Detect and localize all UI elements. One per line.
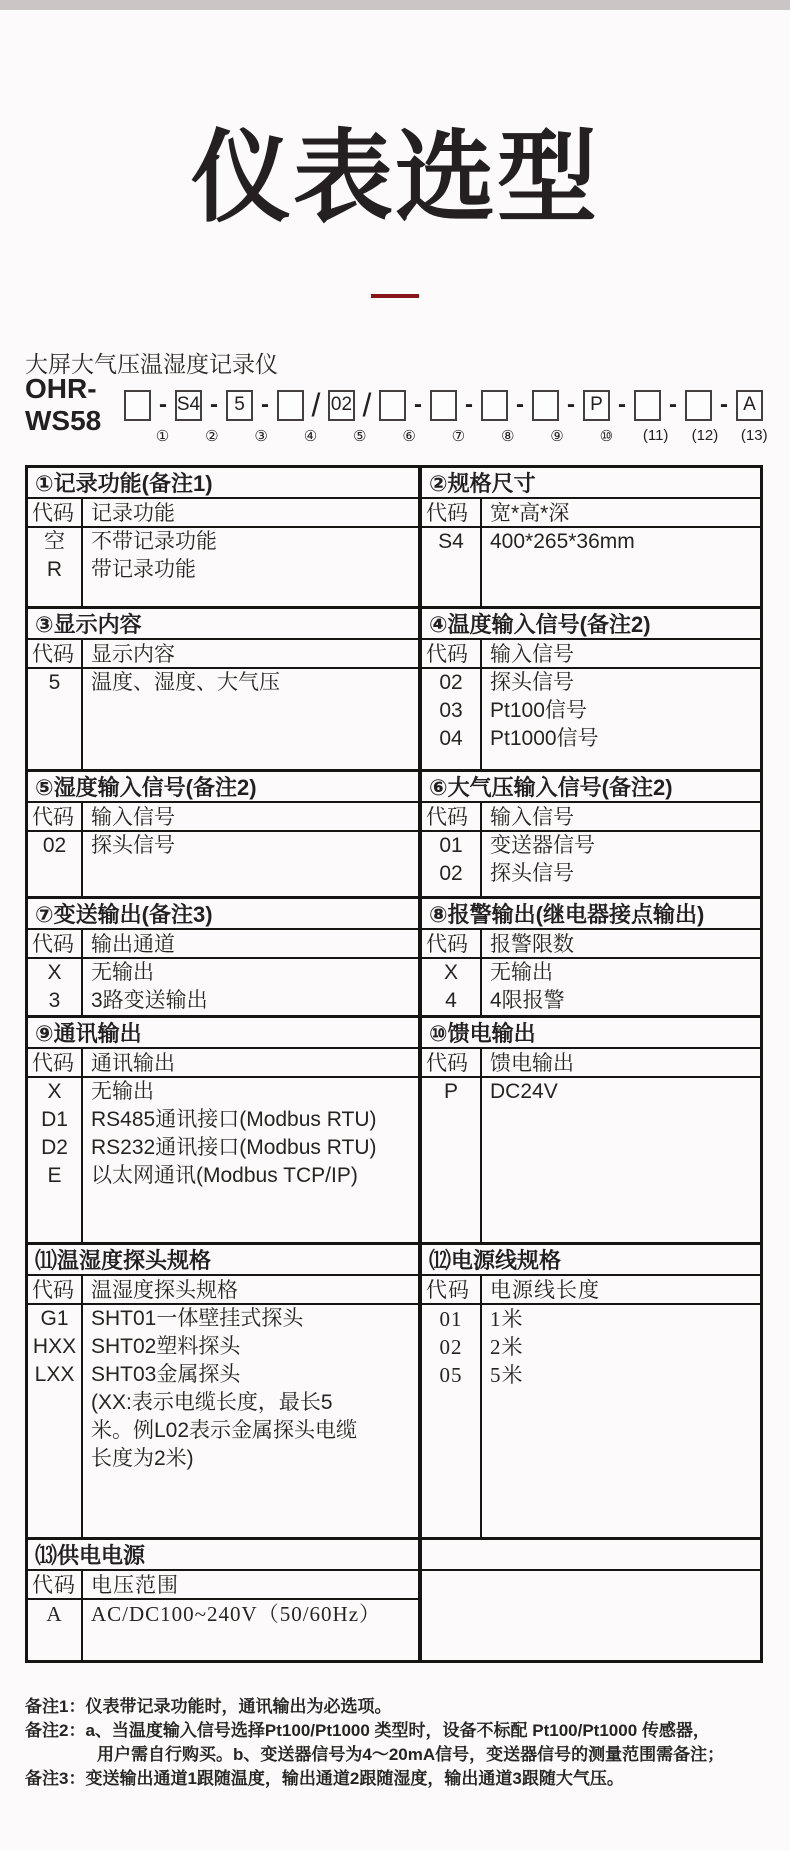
code-column	[28, 528, 83, 606]
section-title: ①记录功能(备注1)	[28, 468, 418, 499]
section-header-row	[28, 1049, 418, 1078]
code-header-cell: 代码	[422, 1049, 482, 1076]
model-code-number: ④	[303, 428, 318, 445]
label-column	[83, 1305, 418, 1537]
code-column	[28, 1078, 83, 1242]
label-cell: 4限报警	[490, 989, 565, 1012]
spec-section	[28, 899, 422, 1015]
section-body	[422, 1078, 760, 1242]
code-header-cell: 代码	[28, 1049, 83, 1076]
code-cell: 3	[48, 989, 61, 1012]
code-cell: X	[47, 961, 62, 984]
section-title: ⑧报警输出(继电器接点输出)	[422, 899, 760, 930]
code-cell: D2	[41, 1136, 68, 1159]
model-code-box	[124, 390, 151, 421]
model-code-number-cell	[297, 427, 346, 449]
table-band	[28, 1015, 760, 1242]
model-code-separator: /	[311, 386, 321, 423]
code-header-cell: 代码	[422, 930, 482, 957]
code-cell	[28, 1445, 81, 1473]
model-code-box: S4	[175, 390, 202, 421]
model-code-number-cell	[593, 427, 642, 449]
label-header-cell: 记录功能	[91, 502, 175, 525]
model-code-boxes	[124, 387, 763, 424]
model-code-separator: -	[720, 391, 728, 418]
label-header-cell: 输入信号	[490, 806, 574, 829]
section-header-row	[28, 930, 418, 959]
label-cell: 长度为2米)	[91, 1447, 194, 1470]
label-cell: 探头信号	[490, 671, 574, 694]
label-cell: 米。例L02表示金属探头电缆	[91, 1419, 358, 1442]
section-header-row	[422, 1276, 760, 1305]
model-code-box	[481, 390, 508, 421]
label-cell: 2米	[490, 1335, 524, 1359]
label-cell: 5米	[490, 1363, 524, 1387]
label-column	[482, 959, 760, 1015]
model-code-number: ⑨	[550, 428, 564, 445]
label-cell: 3路变送输出	[91, 989, 208, 1012]
section-body	[28, 832, 418, 896]
code-header-cell: 代码	[28, 1276, 83, 1303]
code-header-cell: 代码	[28, 930, 83, 957]
label-cell: 以太网通讯(Modbus TCP/IP)	[91, 1164, 358, 1187]
model-code-number: (11)	[642, 427, 669, 444]
model-code-number: ⑧	[500, 428, 515, 445]
section-header-row	[422, 803, 760, 832]
model-code-box	[634, 390, 661, 421]
label-cell: 变送器信号	[490, 834, 595, 857]
code-column	[422, 959, 482, 1015]
spec-section	[28, 1018, 422, 1242]
code-cell: 5	[48, 671, 61, 694]
section-body	[422, 832, 760, 896]
section-title: ⑥大气压输入信号(备注2)	[422, 772, 760, 803]
model-code-number-cell	[642, 427, 691, 449]
red-divider	[371, 294, 419, 298]
code-cell: R	[46, 558, 63, 581]
label-cell: Pt1000信号	[490, 727, 599, 750]
code-header-cell: 代码	[28, 499, 83, 526]
section-header-row	[422, 499, 760, 528]
code-cell: P	[443, 1080, 458, 1103]
model-code-number-cell	[149, 427, 198, 449]
model-code-number-cell	[544, 427, 593, 449]
model-code-separator: -	[669, 391, 677, 418]
model-code-separator: -	[516, 391, 524, 418]
section-header-row	[28, 803, 418, 832]
model-code-number: ⑦	[451, 428, 466, 445]
label-cell: 带记录功能	[91, 558, 196, 581]
code-column	[28, 669, 83, 769]
model-code-separator: -	[210, 391, 218, 418]
label-header-cell: 宽*高*深	[490, 502, 570, 525]
section-title	[422, 1540, 760, 1571]
code-cell: 05	[439, 1363, 463, 1387]
label-cell: 无输出	[490, 961, 553, 984]
code-column	[28, 1600, 83, 1660]
code-column	[422, 832, 482, 896]
model-code-number: (13)	[740, 427, 768, 444]
label-cell: (XX:表示电缆长度，最长5	[91, 1391, 333, 1414]
note-line: 备注3：变送输出通道1跟随温度，输出通道2跟随湿度，输出通道3跟随大气压。	[25, 1769, 624, 1788]
model-code-box	[685, 390, 712, 421]
spec-section	[422, 772, 760, 896]
code-header-cell: 代码	[28, 1571, 83, 1598]
spec-section	[422, 468, 760, 606]
section-title: ⑦变送输出(备注3)	[28, 899, 418, 930]
section-title: ⑿电源线规格	[422, 1245, 760, 1276]
note-line: 备注2：a、当温度输入信号选择Pt100/Pt1000 类型时，设备不标配 Pt100/Pt1000 传感器，	[25, 1721, 710, 1740]
code-header-cell: 代码	[422, 499, 482, 526]
section-body	[422, 528, 760, 606]
code-cell	[28, 1417, 81, 1445]
section-body	[28, 1078, 418, 1242]
code-column	[422, 669, 482, 769]
section-title: ③显示内容	[28, 609, 418, 640]
code-cell: 02	[439, 671, 463, 694]
table-band	[28, 468, 760, 606]
section-title: ⒀供电电源	[28, 1540, 418, 1571]
section-body	[28, 669, 418, 769]
label-header-cell: 电压范围	[91, 1573, 179, 1597]
code-column	[422, 1305, 482, 1537]
model-code-numbers	[149, 427, 790, 449]
label-cell: 无输出	[91, 1080, 154, 1103]
product-subtitle: 大屏大气压温湿度记录仪	[25, 351, 278, 377]
label-header-cell: 显示内容	[91, 643, 175, 666]
code-cell: X	[443, 961, 458, 984]
model-code-number: ③	[254, 428, 268, 445]
model-code-number-cell	[346, 427, 395, 449]
label-cell: 温度、湿度、大气压	[91, 671, 280, 694]
label-column	[482, 832, 760, 896]
label-cell: RS232通讯接口(Modbus RTU)	[91, 1136, 377, 1159]
model-code-box: P	[583, 390, 610, 421]
label-column	[482, 669, 760, 769]
model-code-box: A	[736, 390, 763, 421]
model-code-number: ①	[155, 428, 170, 445]
label-column	[83, 959, 418, 1015]
table-band	[28, 606, 760, 769]
label-header-cell: 温湿度探头规格	[91, 1279, 238, 1302]
section-header-row	[422, 930, 760, 959]
label-cell: SHT03金属探头	[91, 1363, 241, 1386]
code-column	[28, 959, 83, 1015]
section-body	[422, 669, 760, 769]
label-header-cell: 输入信号	[490, 643, 574, 666]
code-cell: A	[46, 1602, 63, 1626]
top-strip	[0, 0, 790, 10]
model-code-box	[532, 390, 559, 421]
spec-section	[422, 1245, 760, 1537]
model-code-number-cell	[494, 427, 543, 449]
spec-section	[422, 609, 760, 769]
spec-section	[422, 1540, 760, 1660]
label-cell: 探头信号	[490, 862, 574, 885]
label-cell: SHT01一体壁挂式探头	[91, 1307, 304, 1330]
label-header-cell: 输入信号	[91, 806, 175, 829]
model-code-number: ⑩	[599, 428, 614, 445]
label-header-cell: 电源线长度	[490, 1278, 600, 1302]
label-cell: 探头信号	[91, 834, 175, 857]
note-line: 用户需自行购买。b、变送器信号为4～20mA信号，变送器信号的测量范围需备注；	[97, 1745, 725, 1764]
spec-section	[28, 609, 422, 769]
page-title: 仪表选型	[191, 122, 599, 234]
code-cell: 空	[44, 530, 65, 553]
code-column	[28, 832, 83, 896]
label-cell: DC24V	[490, 1080, 558, 1103]
section-header-row	[422, 1049, 760, 1078]
label-header-cell: 报警限数	[490, 933, 574, 956]
section-title: ⑾温湿度探头规格	[28, 1245, 418, 1276]
label-column	[482, 1078, 760, 1242]
label-cell: AC/DC100~240V（50/60Hz）	[91, 1602, 382, 1626]
model-code-separator: -	[618, 391, 626, 418]
label-cell: 1米	[490, 1307, 524, 1331]
section-body	[28, 528, 418, 606]
code-cell: X	[47, 1080, 62, 1103]
model-code-box: 5	[226, 390, 253, 421]
code-cell: 04	[439, 727, 463, 750]
code-cell: 02	[42, 834, 67, 857]
code-cell: D1	[41, 1108, 68, 1131]
section-header-row	[28, 1571, 418, 1600]
code-cell: 03	[439, 699, 463, 722]
section-header-row	[28, 640, 418, 669]
note-line: 备注1：仪表带记录功能时，通讯输出为必选项。	[25, 1697, 392, 1716]
model-code-box	[379, 390, 406, 421]
spec-section	[422, 1018, 760, 1242]
label-column	[83, 528, 418, 606]
label-cell: RS485通讯接口(Modbus RTU)	[91, 1108, 377, 1131]
code-column	[422, 528, 482, 606]
model-code-number-cell	[198, 427, 247, 449]
code-cell: 02	[439, 1335, 463, 1359]
spec-section	[28, 1540, 422, 1660]
model-code-separator: -	[261, 391, 269, 418]
code-cell: S4	[438, 530, 464, 553]
model-code-number: (12)	[691, 427, 719, 444]
notes	[25, 1695, 790, 1791]
spec-section	[28, 1245, 422, 1537]
model-code-box	[430, 390, 457, 421]
model-code-box	[277, 390, 304, 421]
code-header-cell: 代码	[28, 640, 83, 667]
label-column	[482, 528, 760, 606]
model-code-number-cell	[691, 427, 740, 449]
label-cell: SHT02塑料探头	[91, 1335, 241, 1358]
code-cell: 01	[439, 1307, 463, 1331]
model-code-separator: -	[159, 391, 167, 418]
section-title: ⑩馈电输出	[422, 1018, 760, 1049]
model-code-number: ⑤	[353, 428, 367, 445]
spec-section	[28, 772, 422, 896]
code-header-cell: 代码	[422, 1276, 482, 1303]
section-title: ④温度输入信号(备注2)	[422, 609, 760, 640]
table-band	[28, 1537, 760, 1660]
spec-section	[422, 899, 760, 1015]
model-code-separator: -	[465, 391, 473, 418]
label-header-cell: 馈电输出	[490, 1052, 574, 1075]
table-band	[28, 896, 760, 1015]
code-header-cell: 代码	[422, 803, 482, 830]
model-code-number: ⑥	[402, 428, 416, 445]
code-cell	[28, 1389, 81, 1417]
section-title: ②规格尺寸	[422, 468, 760, 499]
section-body	[422, 1305, 760, 1537]
label-column	[83, 669, 418, 769]
code-cell: 01	[439, 834, 463, 857]
label-cell: Pt100信号	[490, 699, 587, 722]
label-column	[482, 1305, 760, 1537]
table-band	[28, 1242, 760, 1537]
code-header-cell: 代码	[422, 640, 482, 667]
code-cell: 4	[445, 989, 457, 1012]
section-body	[28, 1600, 418, 1660]
label-cell: 无输出	[91, 961, 154, 984]
code-cell: G1	[40, 1307, 69, 1330]
model-code-number-cell	[396, 427, 445, 449]
code-cell: E	[47, 1164, 62, 1187]
model-code-number: ②	[205, 428, 219, 445]
section-body	[28, 959, 418, 1015]
section-body	[422, 959, 760, 1015]
selection-table	[25, 465, 763, 1663]
model-code-number-cell	[741, 427, 790, 449]
model-code-box: 02	[328, 390, 355, 421]
section-header-row	[422, 640, 760, 669]
label-column	[83, 1078, 418, 1242]
label-column	[83, 832, 418, 896]
section-title: ⑨通讯输出	[28, 1018, 418, 1049]
table-band	[28, 769, 760, 896]
code-column	[422, 1078, 482, 1242]
model-code-separator: -	[414, 391, 422, 418]
section-header-row	[28, 1276, 418, 1305]
label-cell: 不带记录功能	[91, 530, 217, 553]
section-header-row	[28, 499, 418, 528]
model-code-number-cell	[248, 427, 297, 449]
label-header-cell: 输出通道	[91, 933, 175, 956]
model-code-number-cell	[445, 427, 494, 449]
section-title: ⑤湿度输入信号(备注2)	[28, 772, 418, 803]
code-header-cell: 代码	[28, 803, 83, 830]
code-cell: LXX	[34, 1363, 75, 1386]
code-cell: HXX	[32, 1335, 77, 1358]
spec-section	[28, 468, 422, 606]
label-column	[83, 1600, 418, 1660]
model-prefix: OHR-WS58	[25, 373, 102, 436]
model-code-separator: -	[567, 391, 575, 418]
label-header-cell: 通讯输出	[91, 1052, 175, 1075]
model-code-separator: /	[362, 386, 372, 423]
code-cell: 02	[439, 862, 463, 885]
section-body	[28, 1305, 418, 1537]
code-column	[28, 1305, 83, 1537]
label-cell: 400*265*36mm	[490, 530, 635, 553]
